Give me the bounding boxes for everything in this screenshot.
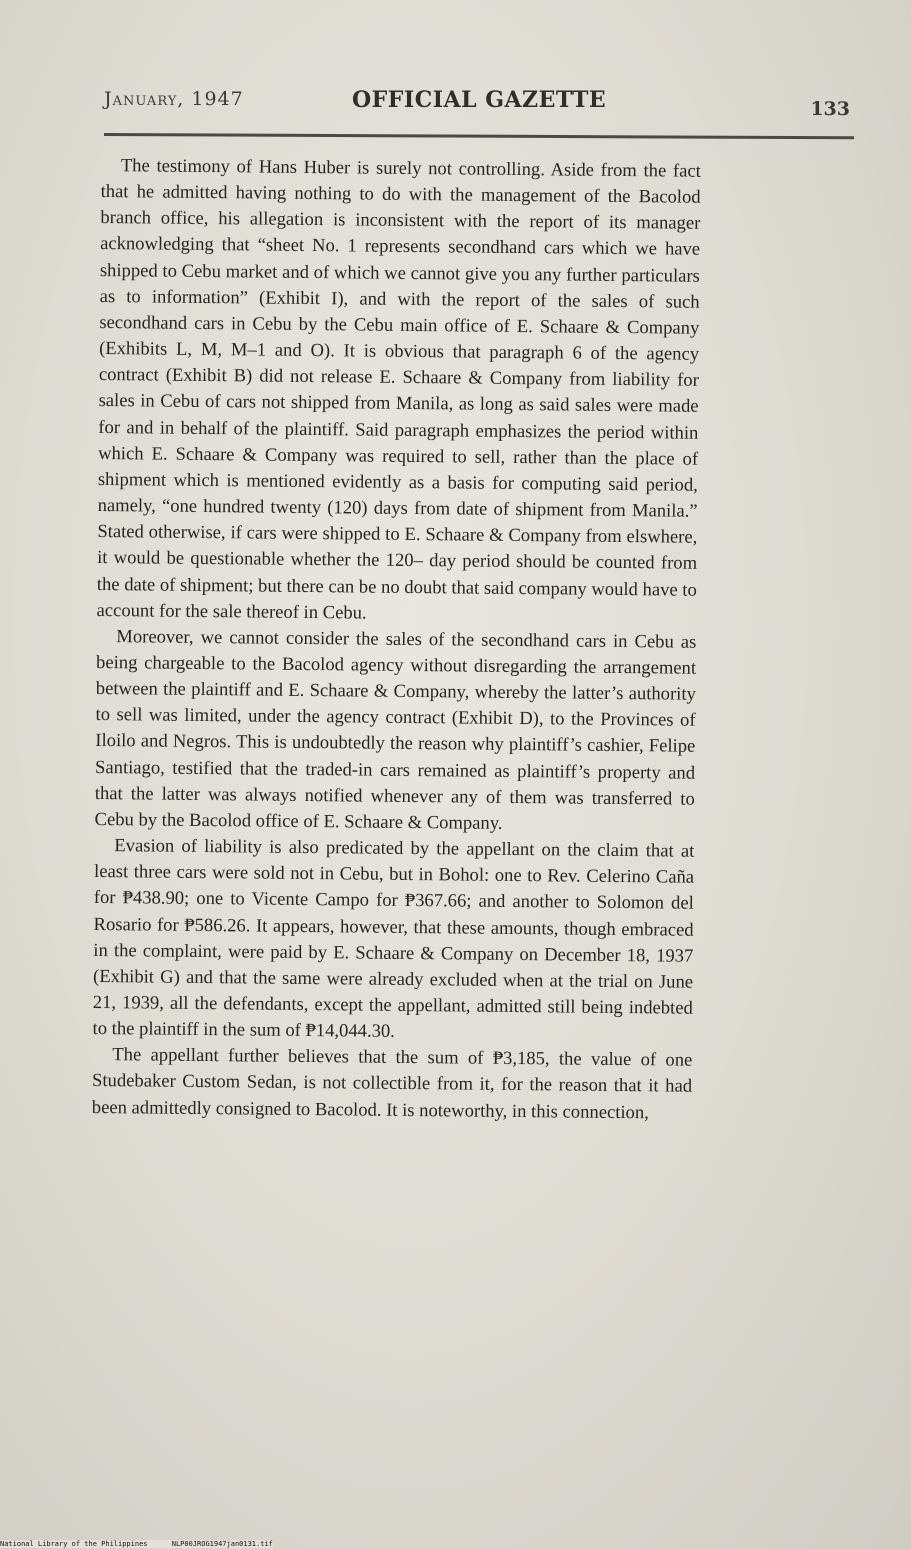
scan-footer — [0, 1540, 273, 1548]
paragraph-bacolod-agency: Moreover, we cannot consider the sales of the secondhand cars in Cebu as being chargeable to the Bacolod agency without disregarding the arrangement between the plaintiff and E. Schaare & Company, whereby the latter’s authority to sell was limited, under the agency contract (Exhibit D), to the Provinces of Iloilo and Negros. This is undoubtedly the reason why plaintiff’s cashier, Felipe Santiago, testified that the traded-in cars remained as plaintiff’s property and that the latter was always notified whenever any of them was transferred to Cebu by the Bacolod office of E. Schaare & Company. — [94, 625, 697, 834]
scan-file-id: NLP00JROG1947jan0131.tif — [171, 1540, 273, 1548]
issue-date: January, 1947 — [104, 88, 244, 110]
article-body — [92, 153, 701, 1126]
paragraph-huber-testimony: The testimony of Hans Huber is surely not controlling. Aside from the fact that he admitted having nothing to do with the management of the Bacolod branch office, his allegation is inconsistent with the report of its manager acknowledging that “sheet No. 1 represents secondhand cars which we have shipped to Cebu market and of which we cannot give you any further particulars as to information” (Exhibit I), and with the report of the sales of such secondhand cars in Cebu by the Cebu main office of E. Schaare & Company (Exhibits L, M, M–1 and O). It is obvious that paragraph 6 of the agency contract (Exhibit B) did not release E. Schaare & Company from liability for sales in Cebu of cars not shipped from Manila, as long as said sales were made for and in behalf of the plaintiff. Said paragraph emphasizes the period within which E. Schaare & Company was required to sell, rather than the place of shipment which is mentioned evidently as a basis for computing said period, namely, “one hundred twenty (120) days from date of shipment from Manila.” Stated otherwise, if cars were shipped to E. Schaare & Company from elswhere, it would be questionable whether the 120– day period should be counted from the date of shipment; but there can be no doubt that said company would have to account for the sale thereof in Cebu. — [96, 155, 701, 624]
page-header — [104, 86, 854, 126]
header-rule — [104, 133, 854, 139]
page-number: 133 — [810, 98, 850, 120]
paragraph-studebaker: The appellant further believes that the sum of ₱3,185, the value of one Studebaker Custom Sedan, is not collectible from it, for the reason that it had been admittedly consigned to Bacolod. It is noteworthy, in this connection, — [91, 1044, 693, 1123]
paragraph-bohol-sales: Evasion of liability is also predicated by the appellant on the claim that at least three cars were sold not in Cebu, but in Bohol: one to Rev. Celerino Caña for ₱438.90; one to Vicente Campo for ₱367.66; and another to Solomon del Rosario for ₱586.26. It appears, however, that these amounts, though embraced in the complaint, were paid by E. Schaare & Company on December 18, 1937 (Exhibit G) and that the same were already excluded when at the trial on June 21, 1939, all the defendants, except the appellant, admitted still being indebted to the plaintiff in the sum of ₱14,044.30. — [92, 835, 695, 1043]
library-credit: National Library of the Philippines — [0, 1540, 148, 1548]
publication-title: OFFICIAL GAZETTE — [352, 87, 607, 113]
